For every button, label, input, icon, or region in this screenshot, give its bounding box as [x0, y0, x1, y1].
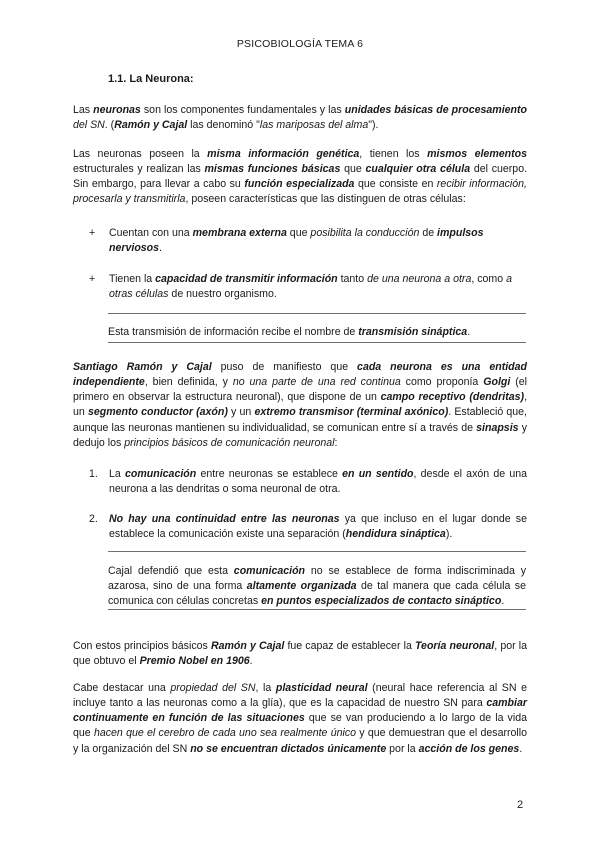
paragraph-neural-plasticity: Cabe destacar una propiedad del SN, la plasticidad neural (neural hace referencia al SN e incluye tanto a las neuronas como a la glía), que es la capacidad de nuestro SN para cambiar continuamente en función de las situaciones que se van produciendo a lo largo de la vida que hacen que el cerebro de cada uno sea realmente único y que demuestran que el desarrollo y la organización del SN no se encuentran dictados únicamente por la acción de los genes. — [73, 681, 528, 755]
page-number: 2 — [517, 799, 524, 811]
numbered-text: La comunicación entre neuronas se establece en un sentido, desde el axón de una neurona a las dendritas o soma neuronal de otra. — [109, 468, 528, 496]
number-marker: 1. — [89, 468, 98, 480]
page-header: PSICOBIOLOGÍA TEMA 6 — [236, 38, 364, 50]
bullet-marker: + — [89, 227, 96, 239]
bullet-item-transmission — [73, 272, 527, 303]
note-divider-bottom — [108, 342, 526, 343]
bullet-item-membrane — [73, 226, 527, 257]
note-divider-top — [108, 551, 526, 552]
note-cajal-communication: Cajal defendió que esta comunicación no se establece de forma indiscriminada y azarosa, sino de una forma altamente organizada de tal manera que cada célula se comunica con células concretas en puntos especializados de contacto sináptico. — [108, 564, 527, 608]
note-divider-top — [108, 313, 526, 314]
note-synaptic-transmission: Esta transmisión de información recibe el nombre de transmisión sináptica. — [108, 325, 471, 338]
note-divider-bottom — [108, 609, 526, 610]
section-title: 1.1. La Neurona: — [108, 73, 194, 85]
bullet-marker: + — [89, 273, 96, 285]
paragraph-characteristics: Las neuronas poseen la misma información genética, tienen los mismos elementos estructurales y realizan las mismas funciones básicas que cualquier otra célula del cuerpo. Sin embargo, para llevar a cabo su función especializada que consiste en recibir información, procesarla y transmitirla, poseen características que las distinguen de otras células: — [73, 147, 528, 206]
numbered-item-2 — [73, 512, 527, 543]
bullet-text: Cuentan con una membrana externa que posibilita la conducción de impulsos nerviosos. — [109, 227, 484, 255]
number-marker: 2. — [89, 513, 98, 525]
paragraph-definition: Las neuronas son los componentes fundamentales y las unidades básicas de procesamiento del SN. (Ramón y Cajal las denominó "las mariposas del alma"). — [73, 103, 527, 131]
bullet-text: Tienen la capacidad de transmitir información tanto de una neurona a otra, como a otras células de nuestro organismo. — [109, 273, 513, 301]
numbered-item-1 — [73, 467, 527, 498]
paragraph-neuron-theory: Con estos principios básicos Ramón y Cajal fue capaz de establecer la Teoría neuronal, por la que obtuvo el Premio Nobel en 1906. — [73, 639, 528, 667]
numbered-text: No hay una continuidad entre las neuronas ya que incluso en el lugar donde se establece la comunicación existe una separación (hendidura sináptica). — [109, 513, 527, 541]
paragraph-cajal-theory: Santiago Ramón y Cajal puso de manifiesto que cada neurona es una entidad independiente, bien definida, y no una parte de una red continua como proponía Golgi (el primero en observar la estructura neuronal), que dispone de un campo receptivo (dendritas), un segmento conductor (axón) y un extremo transmisor (terminal axónico). Estableció que, aunque las neuronas mantienen su individualidad, se comunican entre sí a través de sinapsis y dedujo los principios básicos de comunicación neuronal: — [73, 360, 528, 450]
